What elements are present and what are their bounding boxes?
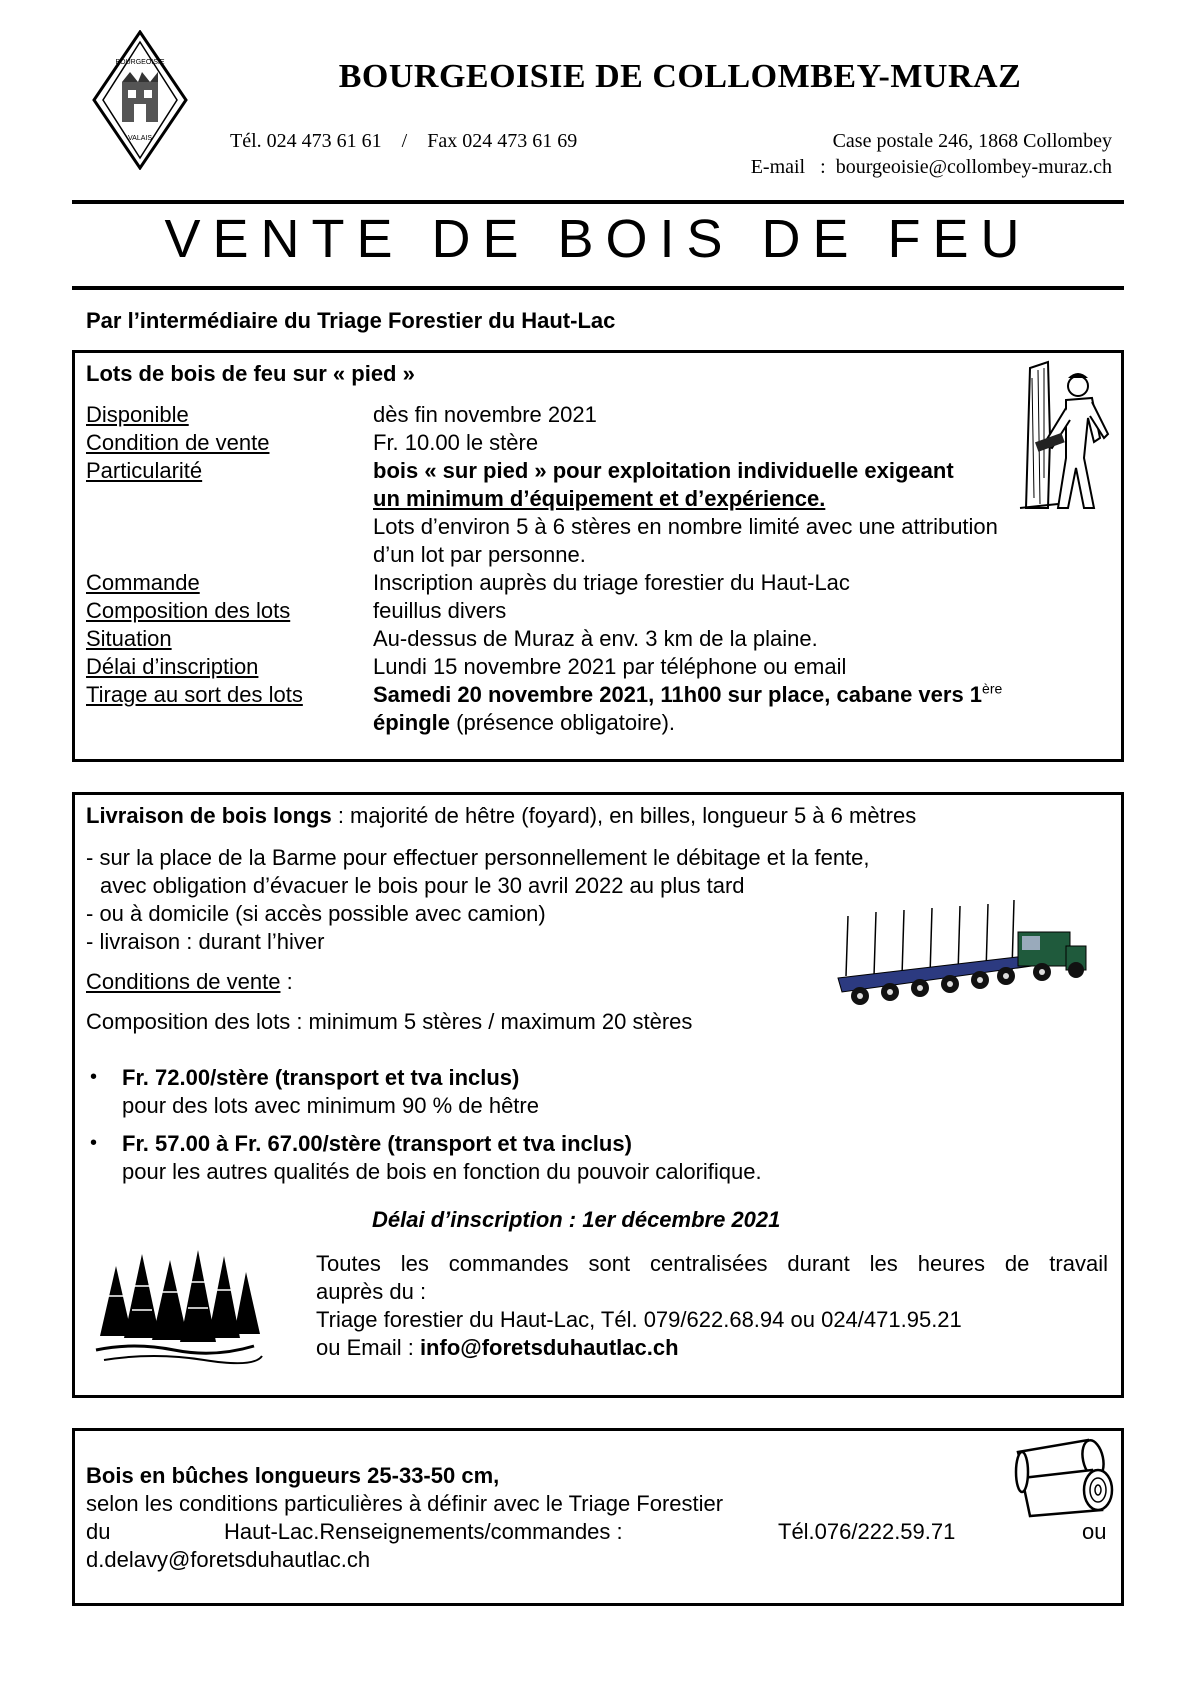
label-disponible: Disponible	[86, 402, 189, 427]
value-composition-des-lots: feuillus divers	[373, 598, 507, 623]
title-rule-top	[72, 200, 1124, 204]
label-delai-inscription: Délai d’inscription	[86, 654, 259, 679]
contact-email-link[interactable]: info@foretsduhautlac.ch	[419, 1335, 679, 1360]
label-composition-des-lots: Composition des lots	[86, 598, 291, 623]
value-particularite-3: Lots d’environ 5 à 6 stères en nombre limité avec une attribution	[373, 514, 998, 539]
contact-line-2: auprès du :	[316, 1279, 427, 1304]
lumberjack-icon	[1018, 358, 1110, 510]
forest-trees-icon	[94, 1246, 264, 1368]
buches-phone[interactable]: Tél.076/222.59.71	[778, 1519, 956, 1544]
longs-line-3: - ou à domicile (si accès possible avec camion)	[86, 901, 546, 926]
label-particularite: Particularité	[86, 458, 203, 483]
label-tirage-au-sort: Tirage au sort des lots	[86, 682, 303, 707]
longs-heading-rest: : majorité de hêtre (foyard), en billes, longueur 5 à 6 mètres	[331, 803, 917, 828]
value-situation: Au-dessus de Muraz à env. 3 km de la plaine.	[373, 626, 818, 651]
contact-line-4	[316, 1334, 679, 1362]
email-colon: :	[820, 156, 826, 178]
buches-line-3-b: Haut-Lac.Renseignements/commandes :	[224, 1519, 623, 1544]
section-pied-heading: Lots de bois de feu sur « pied »	[86, 361, 415, 386]
label-situation: Situation	[86, 626, 172, 651]
bullet-dot: •	[90, 1132, 98, 1154]
buches-email[interactable]: d.delavy@foretsduhautlac.ch	[86, 1547, 371, 1572]
bullet-2-text: pour les autres qualités de bois en fonction du pouvoir calorifique.	[122, 1159, 762, 1184]
composition-line: Composition des lots : minimum 5 stères / maximum 20 stères	[86, 1009, 693, 1034]
bullet-1-text: pour des lots avec minimum 90 % de hêtre	[122, 1093, 539, 1118]
email-label: E-mail	[750, 156, 806, 178]
contact-email-prefix: ou Email :	[316, 1335, 420, 1360]
bullet-dot: •	[90, 1066, 98, 1088]
deadline-line: Délai d’inscription : 1er décembre 2021	[372, 1207, 781, 1232]
tirage-superscript: ère	[982, 680, 1003, 697]
bourgeoisie-logo	[92, 30, 188, 170]
phone-number: Tél. 024 473 61 61	[230, 130, 382, 152]
email-link[interactable]: bourgeoisie@collombey-muraz.ch	[835, 156, 1112, 178]
contact-line-3: Triage forestier du Haut-Lac, Tél. 079/622.68.94 ou 024/471.95.21	[316, 1307, 962, 1332]
value-tirage-au-sort-1	[373, 681, 1002, 709]
value-tirage-au-sort-2	[373, 709, 675, 737]
email-line	[751, 156, 1112, 179]
value-particularite-2: un minimum d’équipement et d’expérience.	[373, 486, 826, 511]
postal-address: Case postale 246, 1868 Collombey	[832, 130, 1112, 152]
conditions-de-vente-colon: :	[280, 969, 293, 994]
value-particularite-4: d’un lot par personne.	[373, 542, 586, 567]
page-title: VENTE DE BOIS DE FEU	[164, 209, 1032, 269]
conditions-de-vente-line	[86, 968, 293, 996]
longs-heading-bold: Livraison de bois longs	[86, 803, 332, 828]
longs-line-4: - livraison : durant l’hiver	[86, 929, 325, 954]
section-longs-heading	[86, 802, 916, 830]
label-commande: Commande	[86, 570, 200, 595]
title-rule-bottom	[72, 286, 1124, 290]
value-condition-de-vente: Fr. 10.00 le stère	[373, 430, 539, 455]
conditions-de-vente-label: Conditions de vente	[86, 969, 281, 994]
tirage-epingle: épingle	[373, 710, 451, 735]
svg-text:VALAIS: VALAIS	[128, 135, 152, 142]
svg-text:BOURGEOISIE: BOURGEOISIE	[115, 59, 165, 66]
fax-number: Fax 024 473 61 69	[427, 130, 578, 152]
label-condition-de-vente: Condition de vente	[86, 430, 270, 455]
phone-fax-line	[230, 130, 577, 153]
firewood-logs-icon	[1010, 1434, 1120, 1518]
log-truck-icon	[836, 896, 1092, 1016]
buches-line-3-d: ou	[1082, 1519, 1107, 1544]
value-disponible: dès fin novembre 2021	[373, 402, 597, 427]
tirage-presence: (présence obligatoire).	[450, 710, 676, 735]
tirage-date: Samedi 20 novembre 2021, 11h00 sur place, cabane vers 1	[373, 682, 983, 707]
bullet-1-price: Fr. 72.00/stère (transport et tva inclus)	[122, 1065, 520, 1090]
intro-line: Par l’intermédiaire du Triage Forestier du Haut-Lac	[86, 308, 616, 333]
value-commande: Inscription auprès du triage forestier du Haut-Lac	[373, 570, 850, 595]
bullet-2-price: Fr. 57.00 à Fr. 67.00/stère (transport et tva inclus)	[122, 1131, 632, 1156]
value-particularite-1: bois « sur pied » pour exploitation individuelle exigeant	[373, 458, 954, 483]
value-delai-inscription: Lundi 15 novembre 2021 par téléphone ou email	[373, 654, 847, 679]
contact-line-1: Toutes les commandes sont centralisées durant les heures de travail	[316, 1251, 1108, 1276]
contact-separator: /	[401, 130, 408, 152]
buches-line-3-a: du	[86, 1519, 111, 1544]
buches-heading: Bois en bûches longueurs 25-33-50 cm,	[86, 1463, 500, 1488]
organization-name: BOURGEOISIE DE COLLOMBEY-MURAZ	[338, 58, 1022, 95]
buches-line-2: selon les conditions particulières à définir avec le Triage Forestier	[86, 1491, 724, 1516]
longs-line-1: - sur la place de la Barme pour effectuer personnellement le débitage et la fente,	[86, 845, 870, 870]
longs-line-2: avec obligation d’évacuer le bois pour le 30 avril 2022 au plus tard	[100, 873, 745, 898]
